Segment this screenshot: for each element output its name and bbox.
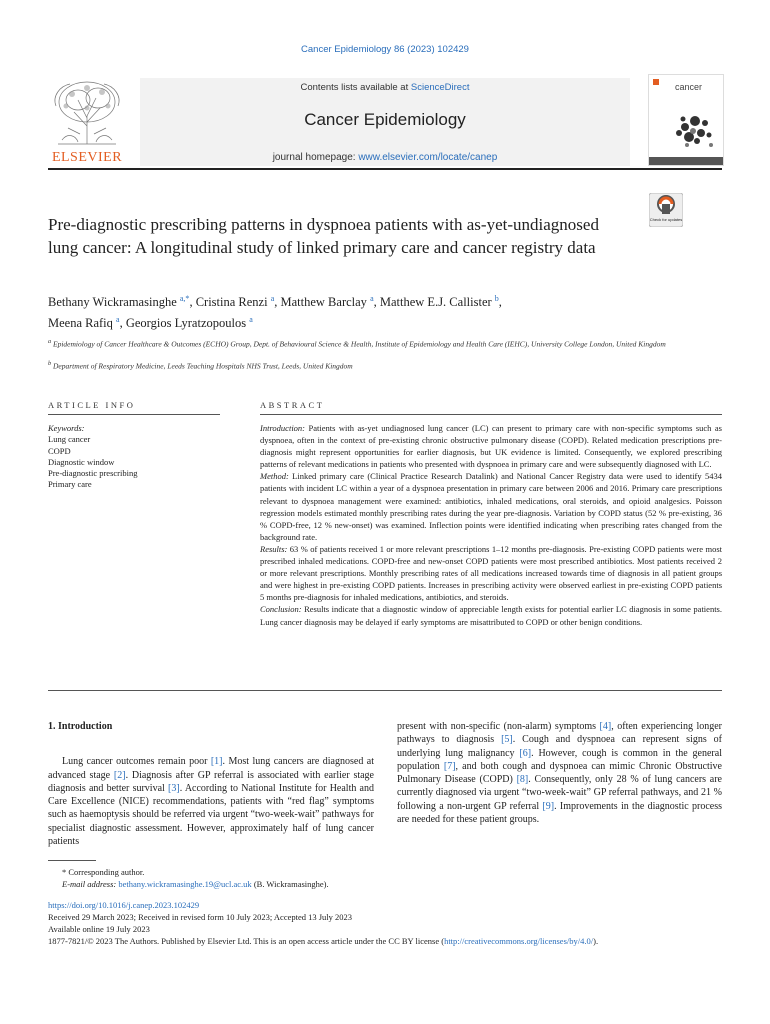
- abstract-heading: ABSTRACT: [260, 400, 325, 410]
- available-online: Available online 19 July 2023: [48, 924, 150, 934]
- footnote-rule: [48, 860, 96, 861]
- check-updates-label: Check for updates: [649, 217, 683, 222]
- author-affil-marker[interactable]: a: [270, 294, 275, 303]
- abstract-rule: [260, 414, 722, 415]
- license-text: 1877-7821/© 2023 The Authors. Published by Elsevier Ltd. This is an open access article under the CC BY license (: [48, 936, 445, 946]
- author-affil-marker[interactable]: a: [116, 315, 120, 325]
- citation-link[interactable]: [5]: [501, 734, 513, 746]
- journal-homepage-line: [140, 152, 630, 163]
- citation-link[interactable]: [7]: [443, 760, 456, 772]
- publication-info: [48, 899, 738, 947]
- running-head[interactable]: Cancer Epidemiology 86 (2023) 102429: [301, 44, 469, 55]
- keyword-item: Primary care: [48, 479, 92, 490]
- body-text: . Cough and dyspnoea can represent signs of underlying lung malignancy: [397, 734, 722, 759]
- author-name[interactable]: Cristina Renzi: [195, 295, 268, 310]
- email-suffix: (B. Wickramasinghe).: [251, 879, 329, 889]
- body-column-left: [48, 720, 374, 848]
- author-name[interactable]: Bethany Wickramasinghe: [48, 295, 177, 310]
- masthead-rule: [48, 168, 722, 170]
- body-text: . Consequently, only 28 % of lung cancers are currently diagnosed via urgent “two-week-wait” GP referral pathways, and 21 % following a non-urgent GP referral: [397, 774, 722, 812]
- article-title: Pre-diagnostic prescribing patterns in dyspnoea patients with as-yet-undiagnosed lung cancer: A longitudinal study of linked primary care and cancer registry data: [48, 215, 599, 257]
- affiliation-text: Department of Respiratory Medicine, Leeds Teaching Hospitals NHS Trust, Leeds, United Kingdom: [53, 361, 353, 371]
- abstract-results-label: Results:: [260, 543, 288, 554]
- body-text: . Diagnosis after GP referral is associated with earlier stage diagnosis and better survival: [48, 769, 374, 794]
- body-text: , often experiencing longer pathways to diagnosis: [397, 721, 723, 746]
- author-name[interactable]: Meena Rafiq: [48, 316, 113, 331]
- cover-art: [649, 75, 723, 165]
- abstract-introduction: [260, 422, 722, 470]
- affiliation-a: [48, 336, 708, 350]
- contents-line: [140, 82, 630, 93]
- abstract-method: [260, 470, 722, 543]
- author-affil-marker[interactable]: a,*: [179, 294, 190, 303]
- elsevier-wordmark: ELSEVIER: [51, 150, 123, 165]
- keyword-item: Diagnostic window: [48, 456, 115, 467]
- article-info-rule: [48, 414, 220, 415]
- intro-paragraph: [48, 755, 374, 848]
- email-line: [48, 878, 722, 890]
- section-heading: 1. Introduction: [48, 721, 113, 732]
- article-info-heading: ARTICLE INFO: [48, 400, 136, 410]
- abstract-conclusion: [260, 603, 722, 627]
- keywords-label: Keywords:: [48, 423, 85, 433]
- corresponding-label: Corresponding author.: [68, 867, 145, 877]
- corresponding-author-note: [48, 866, 722, 878]
- footnote: [48, 866, 722, 890]
- citation-link[interactable]: [9]: [542, 800, 555, 812]
- citation-link[interactable]: [6]: [519, 747, 532, 759]
- citation-link[interactable]: [8]: [516, 774, 529, 786]
- keyword-item: Pre-diagnostic prescribing: [48, 468, 138, 479]
- abstract-conclusion-label: Conclusion:: [260, 604, 302, 615]
- license-text-end: ).: [593, 936, 599, 946]
- body-text: Lung cancer outcomes remain poor: [62, 756, 211, 768]
- abstract-results: [260, 543, 722, 603]
- abstract-bottom-rule: [48, 690, 722, 691]
- received-dates: Received 29 March 2023; Received in revised form 10 July 2023; Accepted 13 July 2023: [48, 912, 353, 922]
- contents-prefix: Contents lists available at: [300, 82, 411, 93]
- citation-link[interactable]: [2]: [113, 769, 126, 781]
- body-text: . Most lung cancers are diagnosed at advanced stage: [48, 756, 374, 781]
- citation-link[interactable]: [4]: [599, 721, 612, 732]
- author-affil-marker[interactable]: a: [370, 294, 374, 303]
- citation-link[interactable]: [1]: [210, 756, 223, 768]
- abstract-conclusion-text: Results indicate that a diagnostic window of appreciable length exists for potential earlier LC diagnosis in some patients. Lung cancer diagnosis may be delayed if early symptoms are misattributed to COPD or other benign conditions.: [260, 604, 722, 627]
- abstract-method-text: Linked primary care (Clinical Practice Research Datalink) and National Cancer Registry data were used to identify 5434 patients with incident LC within a year of a dyspnoea presentation in primary care between 2006 and 2016. Primary care prescriptions relevant to dyspnoea management were examined: antibiotics, inhaled medications, oral steroids, and opioid analgesics. Poisson regression models estimated monthly prescribing rates during the year pre-diagnosis. Variation by COPD status (52 % pre-existing, 36 % COPD-free, 12 % new-onset) was examined. Inflection points were identified indicating when prescribing rates changed from the background rate.: [260, 471, 722, 542]
- abstract-intro-text: Patients with as-yet undiagnosed lung cancer (LC) can present to primary care with non-specific symptoms such as dyspnoea, often in the context of pre-existing chronic obstructive pulmonary disease (COPD). Related medication prescriptions pre-diagnosis might represent opportunities for earlier diagnosis, but UK evidence is limited. Consequently, we explored prescribing patterns of relevant medications in patients who presented with dyspnoea in primary care and were subsequently diagnosed with LC.: [260, 423, 722, 470]
- affiliation-text: Epidemiology of Cancer Healthcare & Outcomes (ECHO) Group, Dept. of Behavioural Science & Health, Institute of Epidemiology and Health Care (IEHC), University College London, United Kingdom: [53, 339, 666, 349]
- body-text: . According to National Institute for Health and Care Excellence (NICE) recommendations, patients with “red flag” symptoms such as haemoptysis should be referred via urgent “two-week-wait” pathways for specialist diagnostic assessment. However, approximately half of lung cancer patients: [48, 782, 374, 848]
- intro-paragraph-continued: [397, 720, 722, 826]
- citation-link[interactable]: [3]: [168, 782, 180, 794]
- body-column-right: [397, 720, 722, 826]
- journal-cover[interactable]: [648, 74, 724, 166]
- affiliation-b: [48, 358, 708, 372]
- footnote-star: *: [62, 867, 67, 877]
- body-text: . However, cough is common in the general population: [397, 747, 722, 772]
- body-text: present with non-specific (non-alarm) symptoms: [397, 721, 600, 732]
- doi-link[interactable]: https://doi.org/10.1016/j.canep.2023.102429: [48, 900, 200, 910]
- author-name[interactable]: Matthew Barclay: [280, 295, 367, 310]
- body-text: , and both cough and dyspnoea can mimic Chronic Obstructive Pulmonary Disease (COPD): [397, 760, 722, 786]
- author-affil-marker[interactable]: b: [494, 294, 499, 303]
- license-link[interactable]: http://creativecommons.org/licenses/by/4.0/: [444, 936, 594, 946]
- email-link[interactable]: bethany.wickramasinghe.19@ucl.ac.uk: [118, 879, 252, 889]
- license-line: [48, 935, 738, 947]
- homepage-prefix: journal homepage:: [272, 152, 359, 163]
- author-list: Bethany Wickramasinghe $^{a,*}$, Cristina Renzi $^a$, Matthew Barclay $^a$, Matthew E.J. Callister $^b$, Meena Rafiq $^a$, Georgios Lyratzopoulos $^a$: [48, 294, 502, 331]
- keyword-item: Lung cancer: [48, 434, 91, 445]
- author-name[interactable]: Georgios Lyratzopoulos: [125, 316, 247, 331]
- abstract-intro-label: Introduction:: [260, 423, 306, 433]
- body-text: . Improvements in the diagnostic process are needed for these patient groups.: [397, 800, 722, 826]
- journal-masthead: [140, 78, 630, 166]
- keywords-block: [48, 423, 220, 491]
- cover-title: cancer: [675, 82, 703, 92]
- email-label: E-mail address:: [62, 879, 119, 889]
- check-for-updates-icon[interactable]: [649, 193, 683, 227]
- homepage-link[interactable]: www.elsevier.com/locate/canep: [358, 152, 498, 163]
- affiliation-label: b: [48, 360, 52, 367]
- journal-name: Cancer Epidemiology: [304, 110, 466, 129]
- author-affil-marker[interactable]: a: [249, 315, 253, 325]
- abstract-body: [260, 422, 722, 628]
- affiliation-label: a: [48, 338, 52, 345]
- abstract-results-text: 63 % of patients received 1 or more relevant prescriptions 1–12 months pre-diagnosis. Pre-existing COPD patients were most prescribed inhaled medications. COPD-free and new-onset COPD patients were most prescribed antibiotics. Most patients received 2 or more relevant prescriptions. Monthly prescribing rates of all medications increased towards time of diagnosis in all patient groups and were highest in pre-existing COPD patients. Increases in prescribing activity were observed earliest in pre-existing COPD patients 5 months pre-diagnosis for inhaled medications, antibiotics, and steroids.: [260, 543, 722, 603]
- keyword-item: COPD: [48, 445, 71, 456]
- abstract-method-label: Method:: [260, 471, 289, 482]
- sciencedirect-link[interactable]: ScienceDirect: [410, 82, 470, 93]
- author-name[interactable]: Matthew E.J. Callister: [379, 295, 492, 310]
